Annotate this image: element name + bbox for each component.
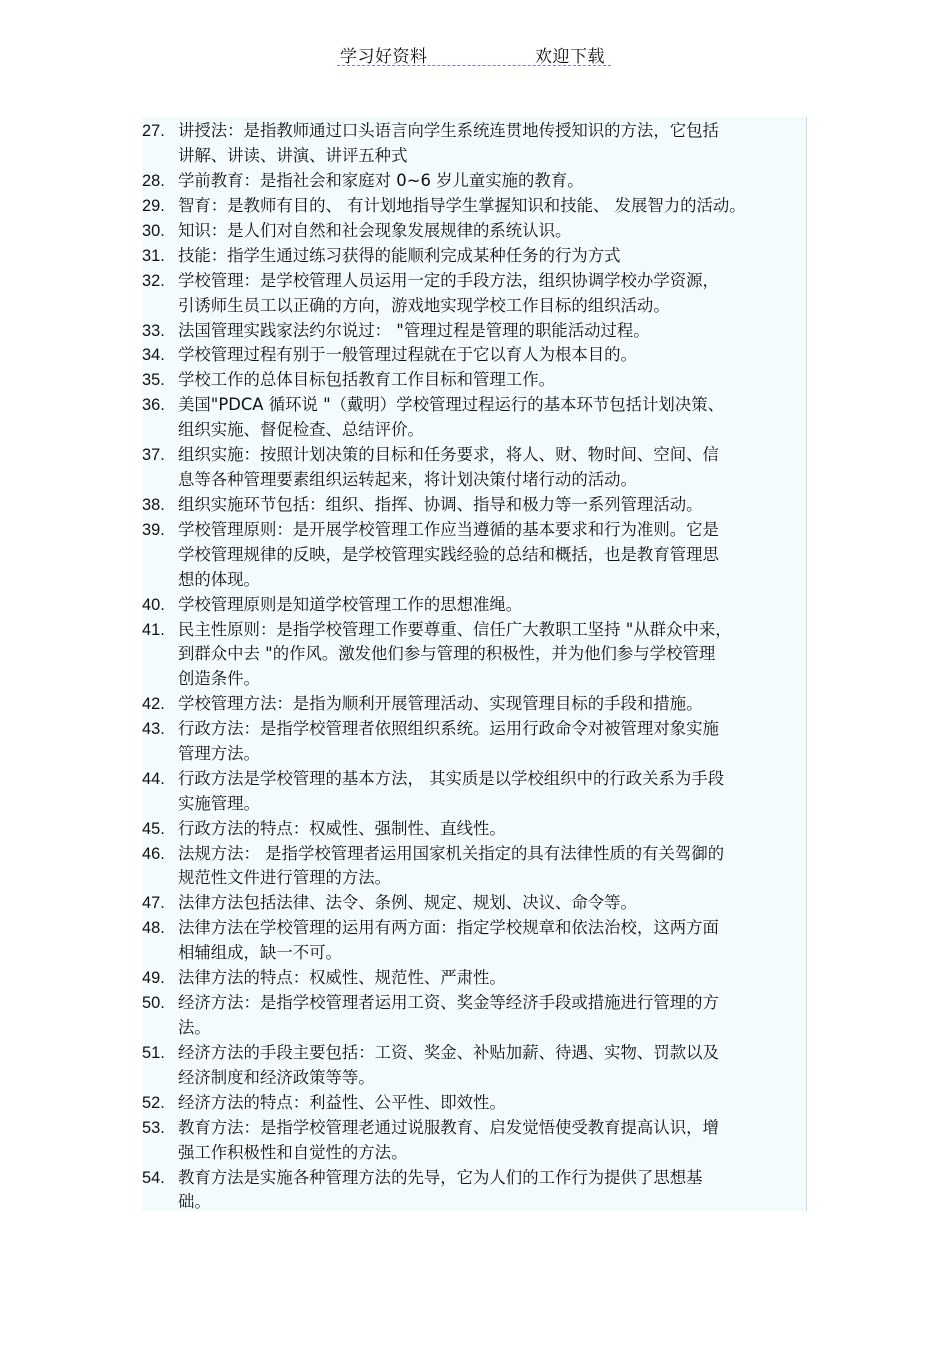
list-item	[142, 119, 810, 169]
item-text: 学校管理：是学校管理人员运用一定的手段方法，组织协调学校办学资源， 引诱师生员工以正确的方向，游戏地实现学校工作目标的组织活动。	[178, 270, 719, 315]
item-text: 法律方法包括法律、法令、条例、规定、规划、决议、命令等。	[178, 893, 637, 913]
list-item	[142, 343, 810, 368]
item-number: 53.	[142, 1118, 165, 1137]
item-number: 40.	[142, 595, 165, 614]
list-item	[142, 891, 810, 916]
item-text: 法律方法的特点：权威性、规范性、严肃性。	[178, 968, 506, 988]
list-item	[142, 1166, 810, 1216]
item-text: 技能：指学生通过练习获得的能顺利完成某种任务的行为方式	[178, 245, 621, 265]
item-number: 47.	[142, 894, 165, 913]
item-text: 经济方法的特点：利益性、公平性、即效性。	[178, 1092, 506, 1112]
item-text: 学校管理方法：是指为顺利开展管理活动、实现管理目标的手段和措施。	[178, 694, 703, 714]
item-text: 学校工作的总体目标包括教育工作目标和管理工作。	[178, 370, 555, 390]
header-divider	[337, 65, 611, 66]
item-number: 28.	[142, 171, 165, 190]
item-number: 48.	[142, 919, 165, 938]
list-item	[142, 692, 810, 717]
item-number: 44.	[142, 769, 165, 788]
list-item	[142, 443, 810, 493]
item-number: 46.	[142, 844, 165, 863]
item-text: 学校管理过程有别于一般管理过程就在于它以育人为根本目的。	[178, 345, 637, 365]
page-header	[0, 40, 950, 70]
item-number: 29.	[142, 196, 165, 215]
item-number: 27.	[142, 122, 165, 140]
item-text: 组织实施环节包括：组织、指挥、协调、指导和极力等一系列管理活动。	[178, 495, 703, 515]
item-text: 教育方法：是指学校管理老通过说服教育、启发觉悟使受教育提高认识，增 强工作积极性和自觉性的方法。	[178, 1117, 719, 1162]
item-number: 51.	[142, 1043, 165, 1062]
list-item	[142, 194, 810, 219]
item-text: 美国"PDCA 循环说 "（戴明）学校管理过程运行的基本环节包括计划决策、 组织实施、督促检查、总结评价。	[178, 395, 724, 440]
item-text: 法国管理实践家法约尔说过： "管理过程是管理的职能活动过程。	[178, 320, 650, 340]
header-right-text: 欢迎下载	[535, 47, 605, 67]
list-item	[142, 269, 810, 319]
list-item	[142, 966, 810, 991]
list-item	[142, 767, 810, 817]
header-left-text: 学习好资料	[340, 47, 428, 67]
item-text: 教育方法是实施各种管理方法的先导，它为人们的工作行为提供了思想基 础。	[178, 1167, 703, 1212]
list-item	[142, 319, 810, 344]
list-item	[142, 219, 810, 244]
item-number: 42.	[142, 695, 165, 714]
item-number: 35.	[142, 371, 165, 390]
item-text: 学校管理原则：是开展学校管理工作应当遵循的基本要求和行为准则。它是 学校管理规律的反映，是学校管理实践经验的总结和概括，也是教育管理思 想的体现。	[178, 520, 719, 589]
item-number: 36.	[142, 396, 165, 415]
item-text: 组织实施：按照计划决策的目标和任务要求，将人、财、物时间、空间、信 息等各种管理要素组织运转起来，将计划决策付堵行动的活动。	[178, 445, 719, 490]
list-item	[142, 1091, 810, 1116]
item-text: 智育：是教师有目的、 有计划地指导学生掌握知识和技能、 发展智力的活动。	[178, 195, 746, 215]
item-text: 讲授法：是指教师通过口头语言向学生系统连贯地传授知识的方法，它包括 讲解、讲读、讲演、讲评五种式	[178, 121, 719, 165]
list-item	[142, 493, 810, 518]
item-number: 49.	[142, 969, 165, 988]
item-text: 行政方法的特点：权威性、强制性、直线性。	[178, 818, 506, 838]
item-text: 法律方法在学校管理的运用有两方面：指定学校规章和依法治校，这两方面 相辅组成，缺一不可。	[178, 918, 719, 963]
item-text: 学校管理原则是知道学校管理工作的思想准绳。	[178, 594, 523, 614]
item-text: 民主性原则：是指学校管理工作要尊重、信任广大教职工坚持 "从群众中来， 到群众中去 "的作风。激发他们参与管理的积极性，并为他们参与学校管理 创造条件。	[178, 619, 732, 689]
list-item	[142, 916, 810, 966]
item-text: 行政方法：是指学校管理者依照组织系统。运用行政命令对被管理对象实施 管理方法。	[178, 719, 719, 763]
definition-list	[142, 119, 810, 1215]
item-number: 38.	[142, 496, 165, 515]
list-item	[142, 817, 810, 842]
item-text: 行政方法是学校管理的基本方法， 其实质是以学校组织中的行政关系为手段 实施管理。	[178, 768, 725, 813]
item-number: 41.	[142, 620, 165, 639]
list-item	[142, 717, 810, 767]
item-text: 知识：是人们对自然和社会现象发展规律的系统认识。	[178, 220, 572, 240]
item-number: 32.	[142, 271, 165, 290]
list-item	[142, 842, 810, 892]
item-number: 33.	[142, 321, 165, 340]
item-number: 54.	[142, 1168, 165, 1187]
item-number: 43.	[142, 720, 165, 739]
item-number: 30.	[142, 221, 165, 240]
item-text: 经济方法：是指学校管理者运用工资、奖金等经济手段或措施进行管理的方 法。	[178, 993, 719, 1037]
item-number: 37.	[142, 446, 165, 465]
list-item	[142, 244, 810, 269]
item-number: 39.	[142, 521, 165, 539]
item-text: 经济方法的手段主要包括：工资、奖金、补贴加薪、待遇、实物、罚款以及 经济制度和经济政策等等。	[178, 1042, 719, 1087]
item-text: 法规方法： 是指学校管理者运用国家机关指定的具有法律性质的有关驾御的 规范性文件进行管理的方法。	[178, 843, 725, 888]
list-item	[142, 368, 810, 393]
item-number: 50.	[142, 994, 165, 1013]
list-item	[142, 991, 810, 1041]
list-item	[142, 1041, 810, 1091]
item-number: 34.	[142, 346, 165, 365]
list-item	[142, 593, 810, 618]
item-number: 31.	[142, 246, 165, 265]
list-item	[142, 393, 810, 443]
item-number: 52.	[142, 1093, 165, 1112]
list-item	[142, 618, 810, 692]
list-item	[142, 169, 810, 194]
item-number: 45.	[142, 819, 165, 838]
list-item	[142, 1116, 810, 1166]
list-item	[142, 518, 810, 592]
item-text: 学前教育：是指社会和家庭对 0~6 岁儿童实施的教育。	[178, 170, 584, 190]
